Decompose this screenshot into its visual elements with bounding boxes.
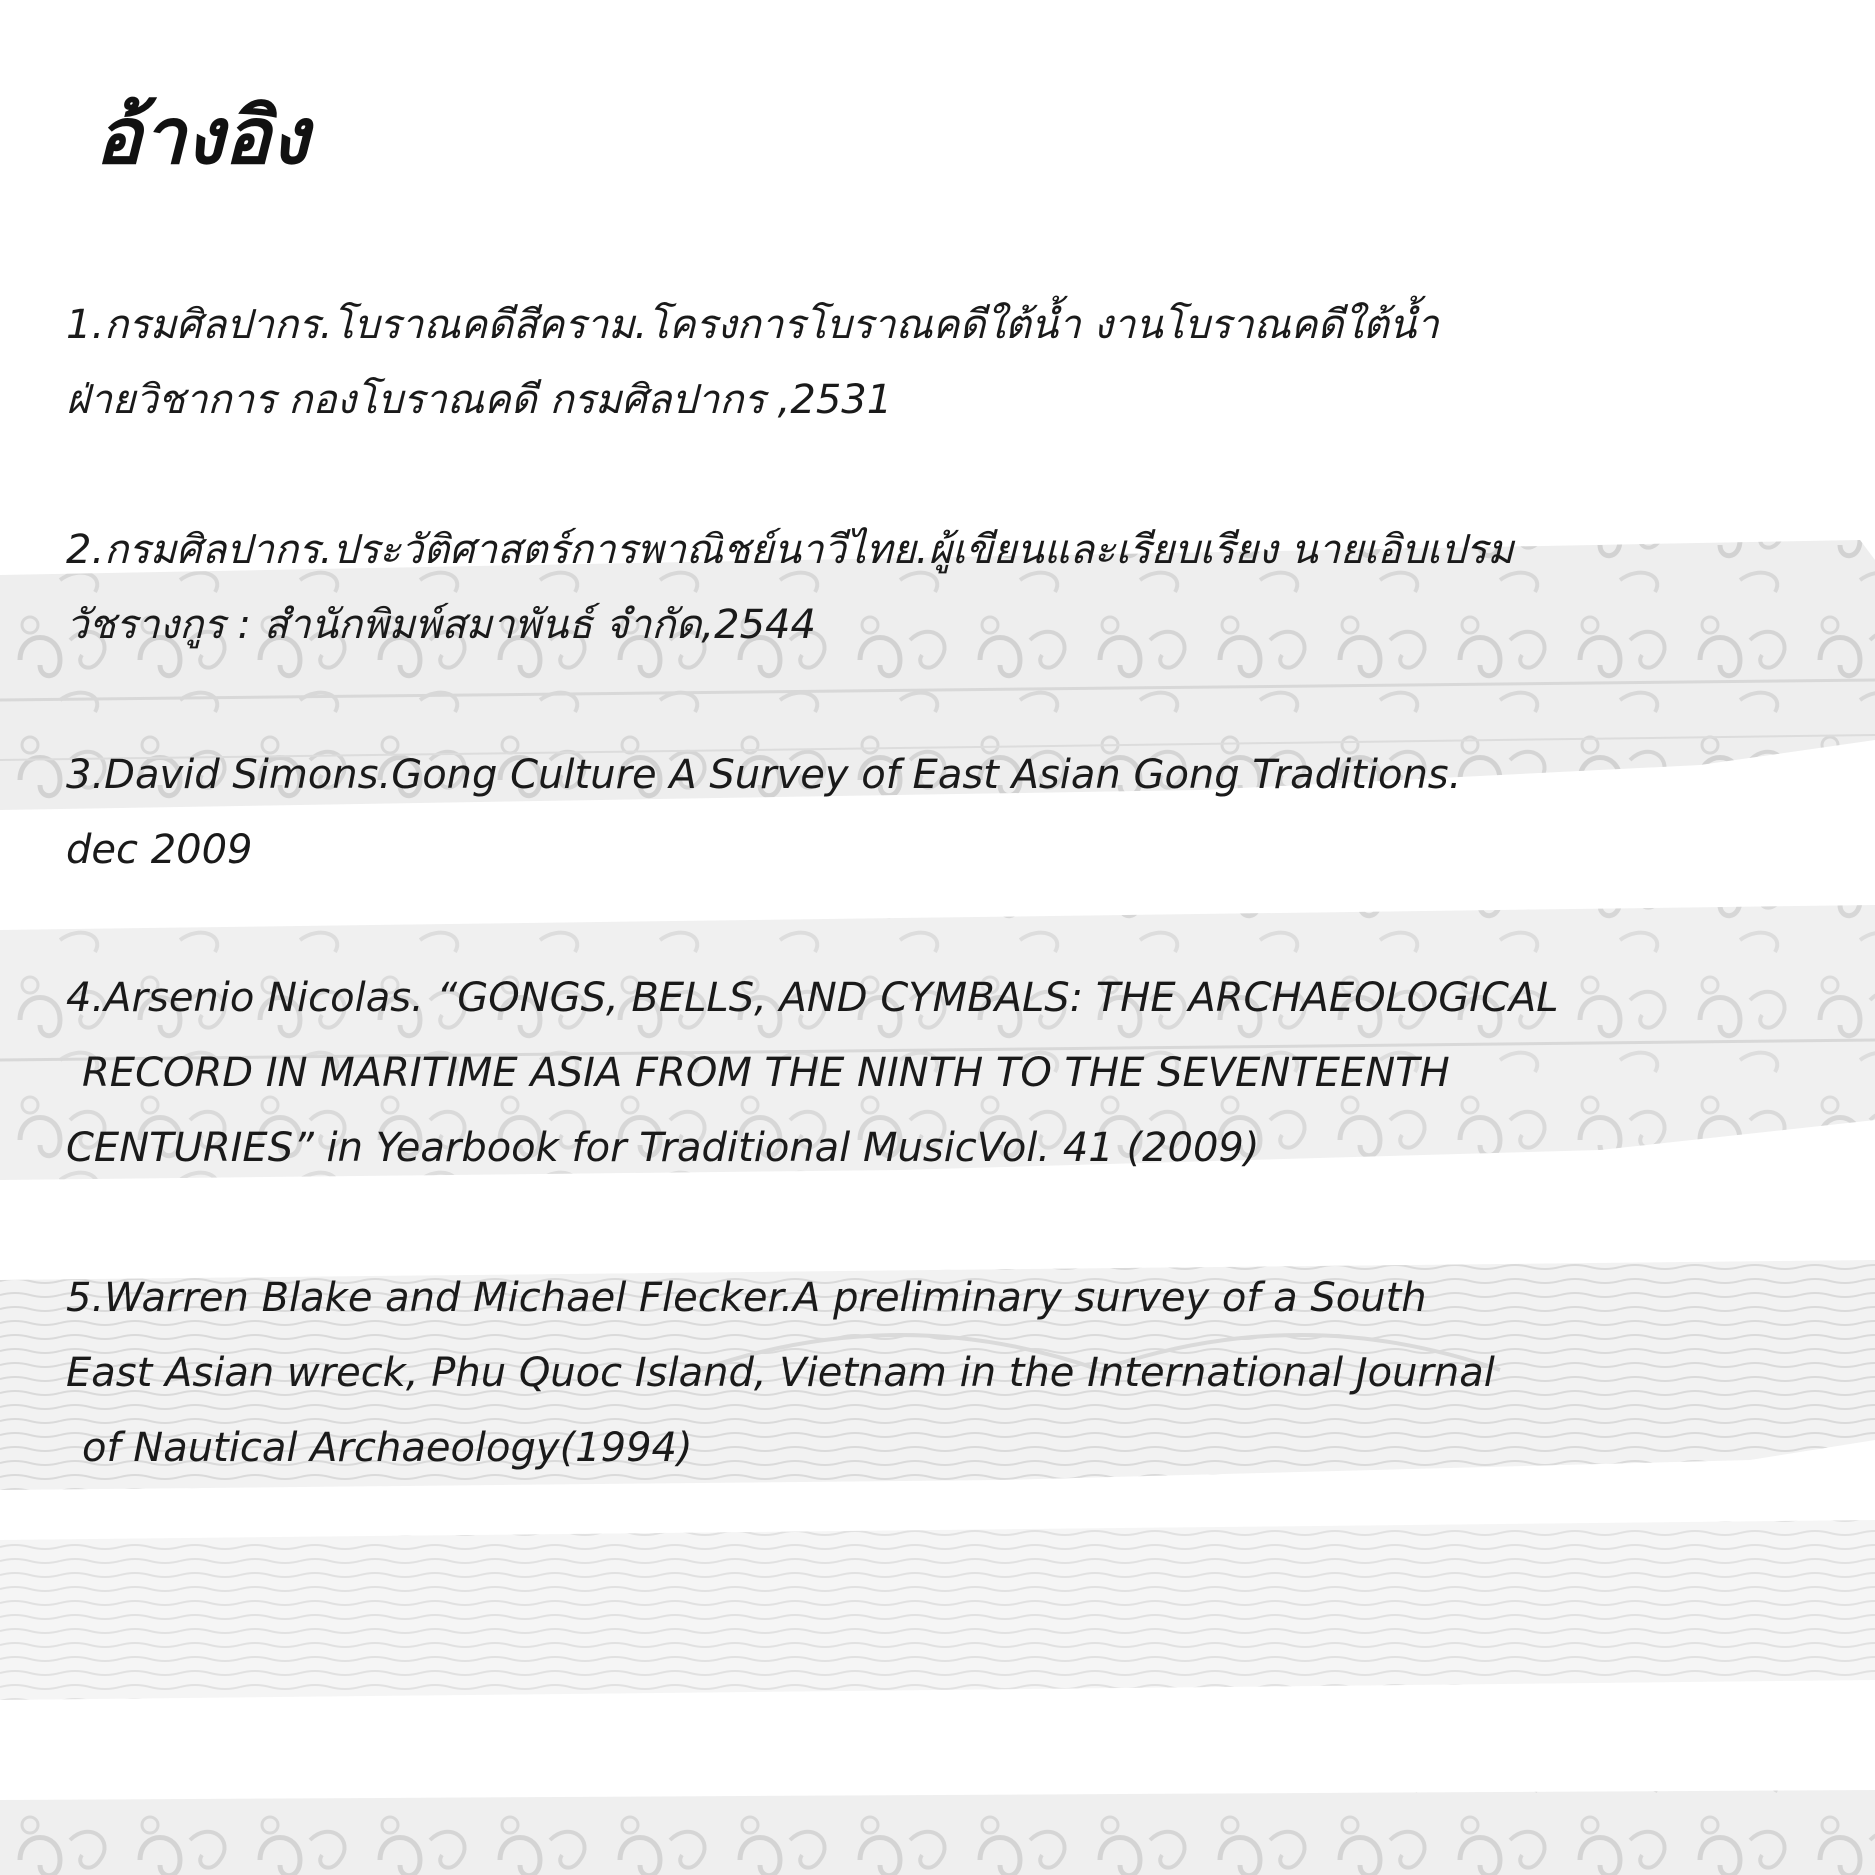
reference-line: 5.Warren Blake and Michael Flecker.A preliminary survey of a South	[66, 1275, 1427, 1321]
reference-line: วัชรางกูร : สำนักพิมพ์สมาพันธ์ จำกัด,2544	[66, 602, 816, 648]
reference-line: CENTURIES” in Yearbook for Traditional MusicVol. 41 (2009)	[66, 1125, 1260, 1171]
reference-line: 3.David Simons.Gong Culture A Survey of East Asian Gong Traditions.	[66, 752, 1462, 798]
reference-item-4	[66, 961, 1846, 1186]
reference-item-2	[66, 513, 1846, 663]
reference-item-3	[66, 738, 1846, 888]
reference-line: ฝ่ายวิชาการ กองโบราณคดี กรมศิลปากร ,2531	[66, 377, 893, 423]
reference-line: 4.Arsenio Nicolas. “GONGS, BELLS, AND CYMBALS: THE ARCHAEOLOGICAL	[66, 975, 1559, 1021]
reference-line: East Asian wreck, Phu Quoc Island, Vietnam in the International Journal	[66, 1350, 1495, 1396]
reference-line: 1.กรมศิลปากร.โบราณคดีสีคราม.โครงการโบราณคดีใต้น้ำ งานโบราณคดีใต้น้ำ	[66, 302, 1439, 348]
reference-line: 2.กรมศิลปากร.ประวัติศาสตร์การพาณิชย์นาวีไทย.ผู้เขียนและเรียบเรียง นายเอิบเปรม	[66, 527, 1514, 573]
reference-item-1	[66, 288, 1846, 438]
reference-line: of Nautical Archaeology(1994)	[82, 1425, 693, 1471]
reference-item-5	[66, 1261, 1846, 1486]
reference-line: RECORD IN MARITIME ASIA FROM THE NINTH TO THE SEVENTEENTH	[82, 1050, 1450, 1096]
reference-line: dec 2009	[66, 827, 253, 873]
page-title: อ้างอิง	[95, 92, 309, 182]
